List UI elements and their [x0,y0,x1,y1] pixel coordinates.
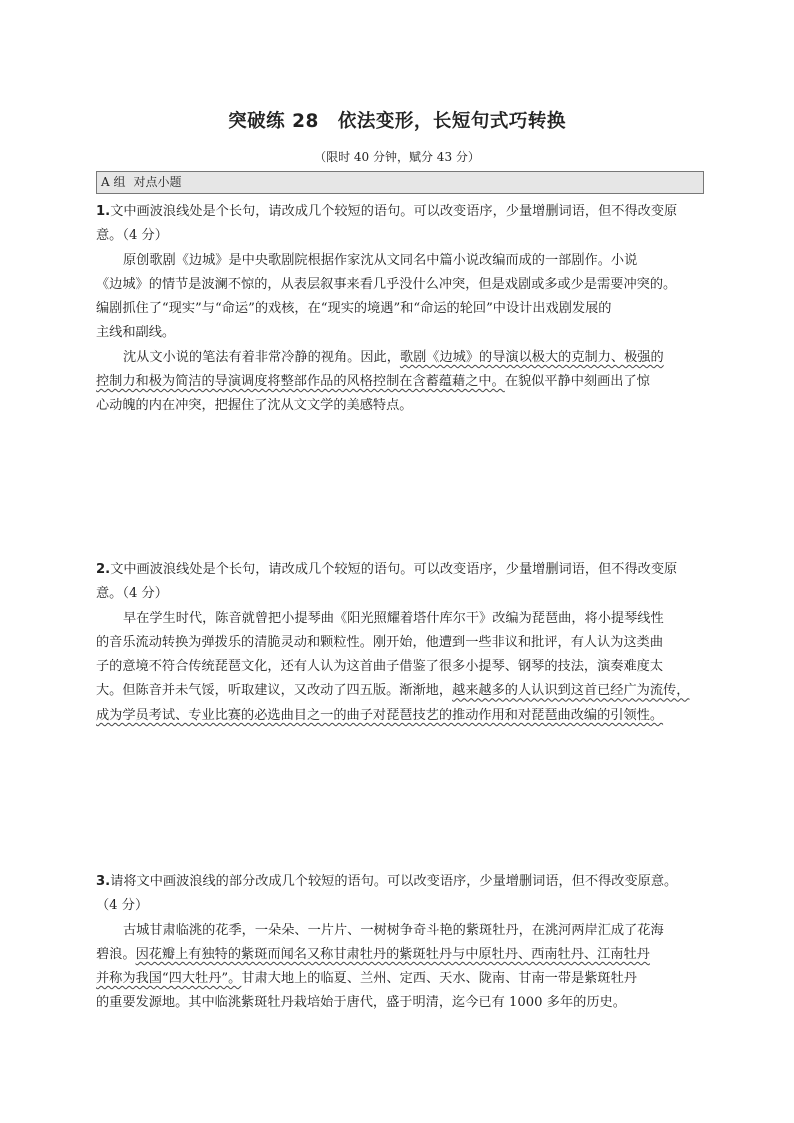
q2-wavy-underlined-text: 越来越多的人认识到这首已经广为流传， [452,683,690,699]
group-name: 对点小题 [133,175,182,189]
q1-prompt-line-1 [96,200,706,224]
q3-prompt-line-2: （4 分） [96,898,149,914]
q2-passage-line: 早在学生时代，陈音就曾把小提琴曲《阳光照耀着塔什库尔干》改编为琵琶曲，将小提琴线性 [123,610,664,626]
q3-passage-line: 古城甘肃临洮的花季，一朵朵、一片片、一树树争奇斗艳的紫斑牡丹，在洮河两岸汇成了花海 [123,922,664,938]
q3-plain-text: 碧浪。 [96,946,136,962]
group-header [96,171,704,194]
q1-passage-line: 心动魄的内在冲突，把握住了沈从文文学的美感特点。 [96,398,413,414]
q3-prompt-line-1 [96,870,706,894]
q3-prompt-text: 请将文中画波浪线的部分改成几个较短的语句。可以改变语序，少量增删词语，但不得改变原意。 [110,874,678,889]
question-3 [96,870,706,1016]
q2-prompt-line-1 [96,558,706,582]
q3-wavy-underlined-text: 并称为我国“四大牡丹”。 [96,971,242,987]
q3-passage-line: 的重要发源地。其中临洮紫斑牡丹栽培始于唐代，盛于明清，迄今已有 1000 多年的历史。 [96,995,626,1011]
q3-passage-line [96,943,706,967]
q1-passage-line [96,346,706,370]
q2-prompt-text: 文中画波浪线处是个长句，请改成几个较短的语句。可以改变语序，少量增删词语，但不得改变原 [110,562,678,577]
q3-passage-line [96,967,706,991]
q2-wavy-underlined-text: 成为学员考试、专业比赛的必选曲目之一的曲子对琵琶技艺的推动作用和对琵琶曲改编的引领性。 [96,707,664,723]
q2-passage-line: 子的意境不符合传统琵琶文化，还有人认为这首曲子借鉴了很多小提琴、钢琴的技法，演奏难度太 [96,659,664,675]
q2-number: 2. [96,562,111,577]
time-limit-note: （限时 40 分钟，赋分 43 分） [314,150,480,164]
q2-passage-line: 的音乐流动转换为弹拨乐的清脆灵动和颗粒性。刚开始，他遭到一些非议和批评，有人认为这类曲 [96,634,664,650]
q1-passage-line: 原创歌剧《边城》是中央歌剧院根据作家沈从文同名中篇小说改编而成的一部剧作。小说 [123,252,638,268]
q1-number: 1. [96,204,111,219]
q1-passage-line [96,370,706,394]
question-2 [96,558,706,728]
page-title: 突破练 28 依法变形，长短句式巧转换 [228,111,566,132]
question-1 [96,200,706,419]
q3-wavy-underlined-text: 因花瓣上有独特的紫斑而闻名又称甘肃牡丹的紫斑牡丹与中原牡丹、西南牡丹、江南牡丹 [135,946,650,962]
q3-number: 3. [96,874,111,889]
q1-passage-line: 编剧抓住了“现实”与“命运”的戏核，在“现实的境遇”和“命运的轮回”中设计出戏剧发展的 [96,301,612,317]
q1-passage-line: 主线和副线。 [96,325,176,341]
q2-passage-line [96,679,706,703]
q2-passage-line [96,704,706,728]
q2-prompt-line-2: 意。（4 分） [96,586,168,602]
q1-wavy-underlined-text: 歌剧《边城》的导演以极大的克制力、极强的 [399,349,664,365]
q1-plain-text: 在貌似平静中刻画出了惊 [504,374,650,390]
q1-passage-line: 《边城》的情节是波澜不惊的，从表层叙事来看几乎没什么冲突，但是戏剧或多或少是需要冲突的。 [96,276,677,292]
q3-plain-text: 甘肃大地上的临夏、兰州、定西、天水、陇南、甘南一带是紫斑牡丹 [241,971,637,987]
q1-plain-text: 沈从文小说的笔法有着非常冷静的视角。因此， [123,349,400,365]
q1-prompt-line-2: 意。（4 分） [96,228,168,244]
group-letter: A 组 [101,175,126,189]
q1-prompt-text: 文中画波浪线处是个长句，请改成几个较短的语句。可以改变语序，少量增删词语，但不得改变原 [110,204,678,219]
q2-plain-text: 大。但陈音并未气馁，听取建议，又改动了四五版。渐渐地， [96,683,453,699]
q1-wavy-underlined-text: 控制力和极为简洁的导演调度将整部作品的风格控制在含蓄蕴藉之中。 [96,374,505,390]
